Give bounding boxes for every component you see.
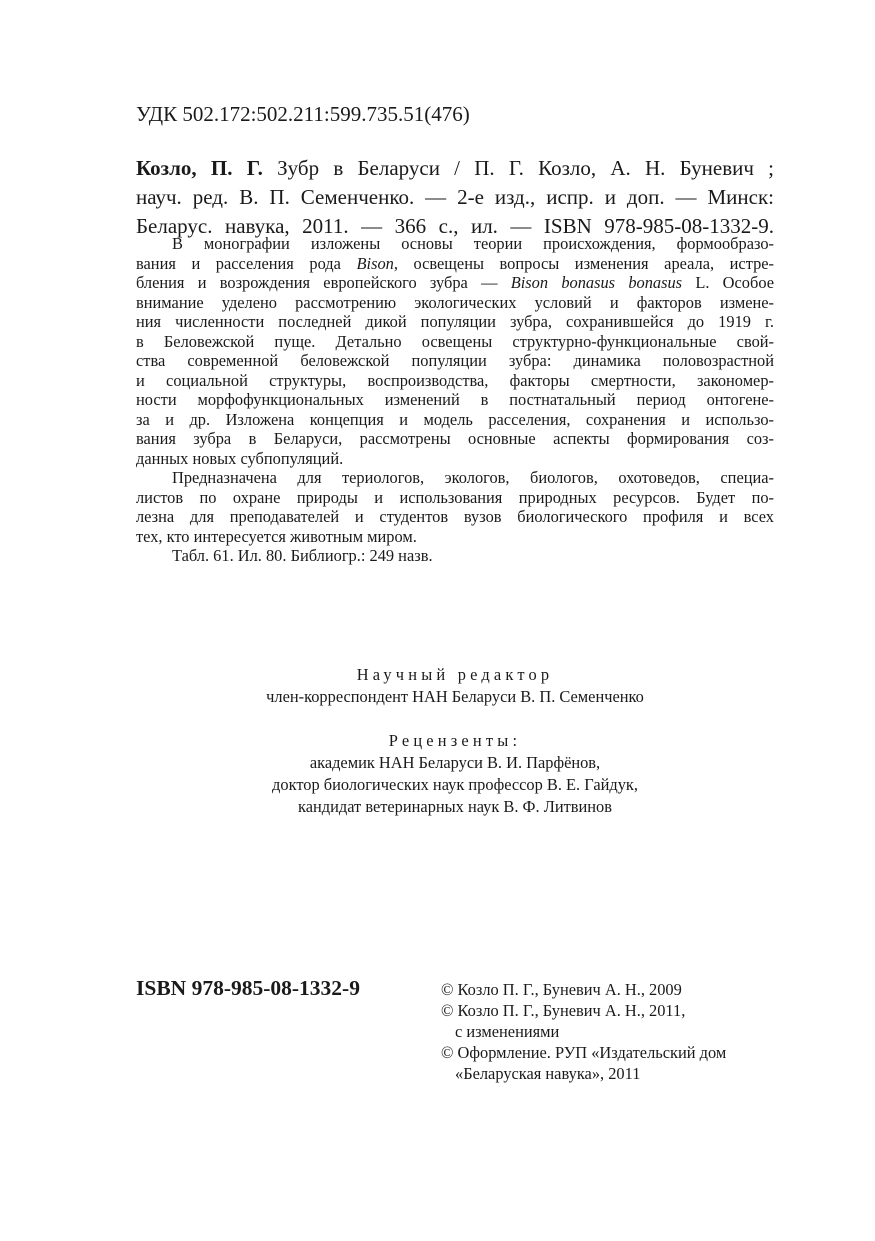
copyright-line: с изменениями: [455, 1022, 560, 1041]
isbn-number: ISBN 978-985-08-1332-9: [136, 976, 360, 1000]
annotation-line: ности морфофункциональных изменений в постнатальный период онтогене-: [136, 390, 774, 409]
audience-line: лезна для преподавателей и студентов вузов биологического профиля и всех: [136, 507, 774, 526]
annotation: [136, 234, 774, 566]
editor-block: [136, 664, 774, 708]
annotation-line: данных новых субпопуляций.: [136, 448, 344, 468]
annotation-line: бления и возрождения европейского зубра — Bison bonasus bonasus L. Особое: [136, 273, 775, 292]
annotation-line: вания зубра в Беларуси, рассмотрены основные аспекты формирования соз-: [136, 429, 774, 448]
copyright-block: [441, 979, 726, 1084]
editor-name: член-корреспондент НАН Беларуси В. П. Семенченко: [266, 687, 644, 706]
copyright-line: © Козло П. Г., Буневич А. Н., 2011,: [441, 1001, 686, 1020]
copyright-line: © Оформление. РУП «Издательский дом: [441, 1043, 727, 1062]
audience-line: листов по охране природы и использования природных ресурсов. Будет по-: [136, 487, 774, 507]
bibliographic-record: [136, 154, 774, 241]
biblio-title: Зубр в Беларуси / П. Г. Козло, А. Н. Буневич ;: [262, 156, 774, 180]
annotation-line: и социальной структуры, воспроизводства, факторы смертности, закономер-: [136, 370, 774, 390]
species-name: Bison bonasus bonasus: [510, 273, 683, 292]
annotation-line: В монографии изложены основы теории происхождения, формообразо-: [172, 234, 774, 253]
annotation-line: ства современной беловежской популяции зубра: динамика половозрастной: [136, 351, 774, 370]
editor-heading: Научный редактор: [356, 665, 554, 684]
annotation-line: ния численности последней дикой популяции зубра, сохранившейся до 1919 г.: [136, 312, 774, 331]
biblio-line-1: [136, 154, 774, 183]
reviewer-1: академик НАН Беларуси В. И. Парфёнов,: [309, 753, 601, 772]
copyright-line: «Беларуская навука», 2011: [455, 1064, 641, 1083]
genus-name: Bison: [356, 253, 394, 273]
audience-line: тех, кто интересуется животным миром.: [136, 526, 417, 546]
annotation-line: за и др. Изложена концепция и модель расселения, сохранения и использо-: [136, 409, 774, 429]
copyright-line: © Козло П. Г., Буневич А. Н., 2009: [441, 980, 682, 999]
reviewer-3: кандидат ветеринарных наук В. Ф. Литвинов: [298, 797, 612, 816]
book-stats: Табл. 61. Ил. 80. Библиогр.: 249 назв.: [172, 546, 433, 565]
biblio-line-2: науч. ред. В. П. Семенченко. — 2-е изд., испр. и доп. — Минск:: [136, 185, 774, 209]
annotation-line: в Беловежской пуще. Детально освещены структурно-функциональные свой-: [136, 331, 774, 351]
annotation-line: вания и расселения рода Bison, освещены вопросы изменения ареала, истре-: [136, 253, 774, 273]
reviewers-heading: Рецензенты:: [388, 731, 522, 750]
annotation-line: внимание уделено рассмотрению экологических условий и факторов измене-: [136, 292, 774, 312]
author-name: Козло, П. Г.: [136, 156, 263, 180]
audience-line: Предназначена для териологов, экологов, биологов, охотоведов, специа-: [172, 468, 774, 487]
biblio-line-3: Беларус. навука, 2011. — 366 с., ил. — ISBN 978-985-08-1332-9.: [136, 214, 774, 238]
udk-code: УДК 502.172:502.211:599.735.51(476): [136, 102, 470, 126]
reviewers-block: [136, 730, 774, 818]
reviewer-2: доктор биологических наук профессор В. Е. Гайдук,: [272, 775, 638, 794]
